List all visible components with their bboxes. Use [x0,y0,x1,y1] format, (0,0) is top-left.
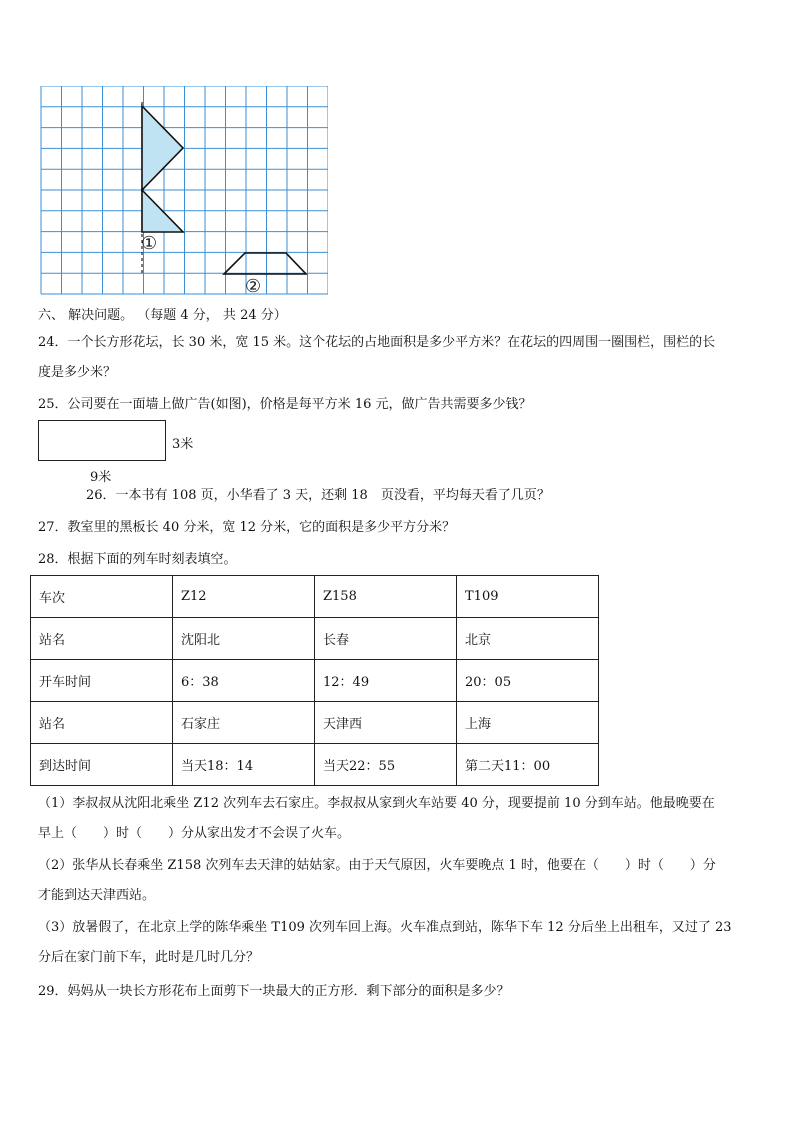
table-cell: 北京 [457,618,599,660]
table-cell: 站名 [31,618,173,660]
table-cell: 当天22：55 [315,744,457,786]
q29-text: 29．妈妈从一块长方形花布上面剪下一块最大的正方形．剩下部分的面积是多少？ [38,984,510,999]
table-cell: 6：38 [173,660,315,702]
table-cell: 第二天11：00 [457,744,599,786]
advertisement-rectangle [38,420,166,461]
grid-figure [40,86,328,298]
grid-lines [41,86,328,294]
table-cell: 12：49 [315,660,457,702]
q26-text: 26．一本书有 108 页，小华看了 3 天，还剩 18 页没看，平均每天看了几页？ [86,488,550,503]
table-row [31,576,599,618]
table-cell: 天津西 [315,702,457,744]
q24-line1: 24．一个长方形花坛，长 30 米，宽 15 米。这个花坛的占地面积是多少平方米？在花坛的四周围一圈围栏，围栏的长 [38,335,716,350]
q28-sub2-line1: （2）张华从长春乘坐 Z158 次列车去天津的姑姑家。由于天气原因，火车要晚点 1 时，他要在（ ）时（ ）分 [38,858,716,873]
q28-sub1-line2: 早上（ ）时（ ）分从家出发才不会误了火车。 [38,826,351,841]
table-row [31,660,599,702]
table-cell: 沈阳北 [173,618,315,660]
table-cell: 当天18：14 [173,744,315,786]
q28-sub3-line2: 分后在家门前下车，此时是几时几分？ [38,950,260,965]
table-cell: 站名 [31,702,173,744]
table-cell: 开车时间 [31,660,173,702]
table-row [31,702,599,744]
ad-height-label: 3米 [172,437,194,452]
table-cell: 长春 [315,618,457,660]
table-cell: 石家庄 [173,702,315,744]
table-row [31,618,599,660]
table-cell: Z12 [173,576,315,618]
table-cell: T109 [457,576,599,618]
shape-2-trapezoid [224,253,306,274]
table-cell: Z158 [315,576,457,618]
shape-1-label: ① [141,233,158,254]
table-cell: 车次 [31,576,173,618]
q28-text: 28．根据下面的列车时刻表填空。 [38,552,237,567]
ad-width-label: 9米 [90,470,112,485]
q28-sub2-line2: 才能到达天津西站。 [38,888,156,903]
section-heading: 六、 解决问题。 （每题 4 分， 共 24 分） [38,308,287,323]
shape-1-triangle-upper [142,106,183,190]
q28-sub1-line1: （1）李叔叔从沈阳北乘坐 Z12 次列车去石家庄。李叔叔从家到火车站要 40 分，现要提前 10 分到车站。他最晚要在 [38,796,715,811]
q28-sub3-line1: （3）放暑假了，在北京上学的陈华乘坐 T109 次列车回上海。火车准点到站，陈华下车 12 分后坐上出租车，又过了 23 [38,920,732,935]
table-cell: 20：05 [457,660,599,702]
q25-text: 25．公司要在一面墙上做广告(如图)，价格是每平方米 16 元，做广告共需要多少钱？ [38,397,532,412]
q27-text: 27．教室里的黑板长 40 分米，宽 12 分米，它的面积是多少平方分米？ [38,520,456,535]
table-cell: 上海 [457,702,599,744]
train-timetable [30,575,599,786]
shape-2-label: ② [245,276,262,297]
table-row [31,744,599,786]
q24-line2: 度是多少米？ [38,365,117,380]
table-cell: 到达时间 [31,744,173,786]
